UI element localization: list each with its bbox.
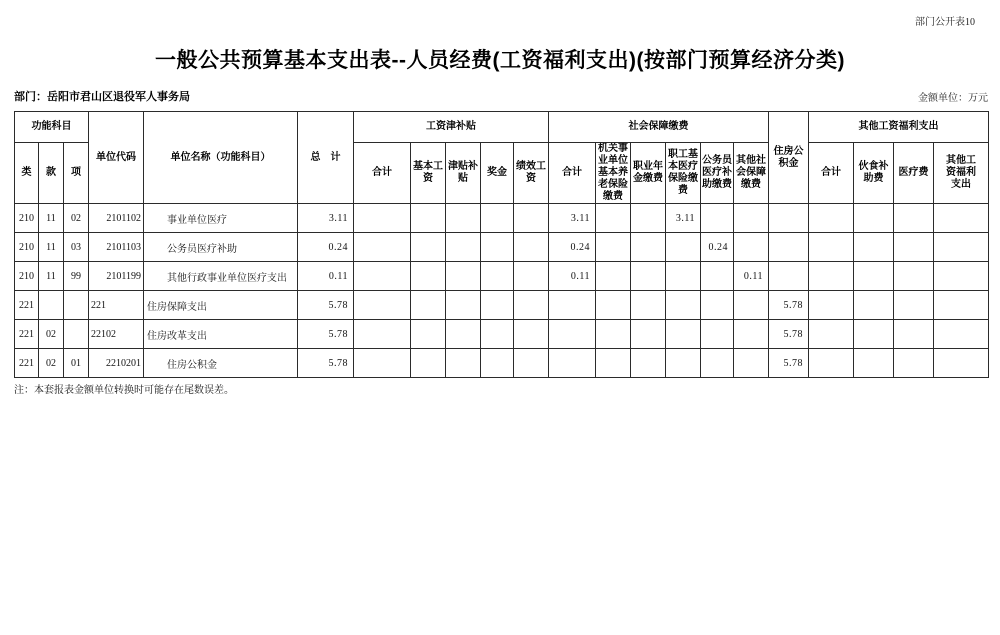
table-header [15, 112, 989, 204]
col-group-function: 功能科目 [15, 112, 89, 143]
amount-cell [354, 204, 411, 233]
amount-cell [446, 262, 481, 291]
amount-cell: 3.11 [298, 204, 354, 233]
amount-cell: 5.78 [298, 291, 354, 320]
amount-cell: 5.78 [769, 349, 809, 378]
col-header-civil-servant-medical: 公务员医疗补助缴费 [701, 143, 734, 204]
amount-cell: 5.78 [769, 320, 809, 349]
class-cell: 210 [15, 204, 39, 233]
table-row [15, 349, 989, 378]
budget-table [14, 111, 989, 378]
amount-cell: 5.78 [298, 320, 354, 349]
amount-cell [446, 204, 481, 233]
amount-cell [596, 262, 631, 291]
col-group-other-welfare: 其他工资福利支出 [809, 112, 989, 143]
amount-cell [631, 291, 666, 320]
table-body [15, 204, 989, 378]
amount-cell [481, 262, 514, 291]
amount-cell [411, 262, 446, 291]
class-cell: 221 [15, 320, 39, 349]
amount-cell [596, 233, 631, 262]
amount-cell [514, 349, 549, 378]
unit-code-cell: 22102 [89, 320, 144, 349]
amount-cell [514, 233, 549, 262]
unit-code-cell: 2101102 [89, 204, 144, 233]
amount-cell [894, 320, 934, 349]
amount-cell [481, 291, 514, 320]
amount-cell [809, 262, 854, 291]
col-header-medical-insurance: 职工基本医疗保险缴费 [666, 143, 701, 204]
amount-cell [549, 349, 596, 378]
amount-cell [734, 320, 769, 349]
amount-cell [481, 233, 514, 262]
unit-name-cell: 住房保障支出 [144, 291, 298, 320]
amount-cell [631, 349, 666, 378]
amount-cell [934, 204, 989, 233]
col-header-other-social: 其他社会保障缴费 [734, 143, 769, 204]
section-cell: 02 [39, 349, 64, 378]
class-cell: 210 [15, 233, 39, 262]
amount-cell [481, 204, 514, 233]
col-header-basic-wage: 基本工资 [411, 143, 446, 204]
amount-cell: 0.24 [298, 233, 354, 262]
amount-cell [854, 320, 894, 349]
sheet-number-label: 部门公开表10 [915, 17, 975, 28]
amount-cell [769, 233, 809, 262]
amount-cell [514, 262, 549, 291]
item-cell [64, 320, 89, 349]
table-row [15, 320, 989, 349]
amount-cell [596, 320, 631, 349]
amount-cell [854, 204, 894, 233]
unit-name-cell: 公务员医疗补助 [144, 233, 298, 262]
amount-cell [894, 262, 934, 291]
amount-cell [631, 204, 666, 233]
amount-cell [769, 204, 809, 233]
col-header-allowance: 津贴补贴 [446, 143, 481, 204]
amount-cell [514, 291, 549, 320]
amount-cell [666, 233, 701, 262]
item-cell [64, 291, 89, 320]
amount-cell [354, 262, 411, 291]
col-header-medical-fee: 医疗费 [894, 143, 934, 204]
footnote: 注：本套报表金额单位转换时可能存在尾数误差。 [14, 385, 234, 396]
amount-cell [854, 262, 894, 291]
unit-name-cell: 住房改革支出 [144, 320, 298, 349]
amount-cell [666, 349, 701, 378]
amount-cell [514, 204, 549, 233]
col-header-unit-name: 单位名称（功能科目） [144, 112, 298, 204]
amount-cell [701, 349, 734, 378]
amount-cell [934, 349, 989, 378]
amount-cell [701, 204, 734, 233]
class-cell: 210 [15, 262, 39, 291]
amount-cell [734, 291, 769, 320]
amount-cell [354, 233, 411, 262]
amount-cell [354, 349, 411, 378]
amount-cell [446, 320, 481, 349]
amount-cell [411, 349, 446, 378]
amount-cell: 3.11 [549, 204, 596, 233]
col-group-social-security: 社会保障缴费 [549, 112, 769, 143]
amount-cell [734, 204, 769, 233]
amount-cell [734, 349, 769, 378]
section-cell [39, 291, 64, 320]
department-label: 部门：岳阳市君山区退役军人事务局 [14, 91, 190, 103]
class-cell: 221 [15, 349, 39, 378]
col-header-occupational-annuity: 职业年金缴费 [631, 143, 666, 204]
amount-cell [596, 291, 631, 320]
meta-row [14, 88, 988, 104]
amount-cell [734, 233, 769, 262]
amount-cell [631, 320, 666, 349]
item-cell: 99 [64, 262, 89, 291]
table-row [15, 233, 989, 262]
amount-cell: 0.11 [734, 262, 769, 291]
amount-cell: 0.11 [549, 262, 596, 291]
amount-unit-label: 金额单位：万元 [918, 93, 988, 104]
amount-cell [701, 262, 734, 291]
amount-cell [596, 204, 631, 233]
section-cell: 11 [39, 262, 64, 291]
amount-cell [809, 320, 854, 349]
amount-cell [701, 291, 734, 320]
amount-cell [446, 349, 481, 378]
amount-cell [514, 320, 549, 349]
table-header-group-row [15, 112, 989, 143]
amount-cell: 0.24 [549, 233, 596, 262]
col-header-performance-wage: 绩效工资 [514, 143, 549, 204]
amount-cell [809, 349, 854, 378]
amount-cell [354, 320, 411, 349]
amount-cell [894, 291, 934, 320]
amount-cell [446, 291, 481, 320]
amount-cell [631, 262, 666, 291]
amount-cell [411, 204, 446, 233]
amount-cell [411, 291, 446, 320]
col-header-meal-subsidy: 伙食补助费 [854, 143, 894, 204]
amount-cell: 0.11 [298, 262, 354, 291]
amount-cell [809, 291, 854, 320]
amount-cell [934, 320, 989, 349]
col-header-unit-code: 单位代码 [89, 112, 144, 204]
section-cell: 02 [39, 320, 64, 349]
amount-cell: 5.78 [298, 349, 354, 378]
amount-cell [701, 320, 734, 349]
amount-cell [411, 320, 446, 349]
table-row [15, 262, 989, 291]
amount-cell [666, 262, 701, 291]
unit-name-cell: 住房公积金 [144, 349, 298, 378]
unit-code-cell: 2101199 [89, 262, 144, 291]
amount-cell: 5.78 [769, 291, 809, 320]
amount-cell [854, 291, 894, 320]
amount-cell [894, 204, 934, 233]
amount-cell [666, 320, 701, 349]
col-header-pension-insurance: 机关事业单位基本养老保险缴费 [596, 143, 631, 204]
col-header-housing-fund: 住房公积金 [769, 112, 809, 204]
amount-cell [894, 233, 934, 262]
item-cell: 02 [64, 204, 89, 233]
section-cell: 11 [39, 204, 64, 233]
amount-cell [596, 349, 631, 378]
amount-cell [854, 349, 894, 378]
amount-cell: 0.24 [701, 233, 734, 262]
amount-cell [894, 349, 934, 378]
page-title: 一般公共预算基本支出表--人员经费(工资福利支出)(按部门预算经济分类) [155, 49, 845, 72]
col-header-wage-subtotal: 合计 [354, 143, 411, 204]
amount-cell [549, 291, 596, 320]
unit-code-cell: 2210201 [89, 349, 144, 378]
unit-code-cell: 221 [89, 291, 144, 320]
col-header-item: 项 [64, 143, 89, 204]
amount-cell [411, 233, 446, 262]
amount-cell [631, 233, 666, 262]
amount-cell [769, 262, 809, 291]
amount-cell [934, 291, 989, 320]
class-cell: 221 [15, 291, 39, 320]
item-cell: 03 [64, 233, 89, 262]
amount-cell [666, 291, 701, 320]
unit-name-cell: 事业单位医疗 [144, 204, 298, 233]
col-header-social-subtotal: 合计 [549, 143, 596, 204]
amount-cell [481, 320, 514, 349]
col-header-bonus: 奖金 [481, 143, 514, 204]
amount-cell [446, 233, 481, 262]
table-row [15, 291, 989, 320]
unit-name-cell: 其他行政事业单位医疗支出 [144, 262, 298, 291]
section-cell: 11 [39, 233, 64, 262]
col-group-wage-allowance: 工资津补贴 [354, 112, 549, 143]
amount-cell [809, 233, 854, 262]
amount-cell [934, 233, 989, 262]
amount-cell [354, 291, 411, 320]
amount-cell [934, 262, 989, 291]
col-header-total: 总 计 [298, 112, 354, 204]
item-cell: 01 [64, 349, 89, 378]
col-header-class: 类 [15, 143, 39, 204]
amount-cell: 3.11 [666, 204, 701, 233]
amount-cell [809, 204, 854, 233]
col-header-section: 款 [39, 143, 64, 204]
unit-code-cell: 2101103 [89, 233, 144, 262]
col-header-other-subtotal: 合计 [809, 143, 854, 204]
amount-cell [481, 349, 514, 378]
amount-cell [854, 233, 894, 262]
amount-cell [549, 320, 596, 349]
col-header-other-welfare: 其他工资福利支出 [934, 143, 989, 204]
table-row [15, 204, 989, 233]
